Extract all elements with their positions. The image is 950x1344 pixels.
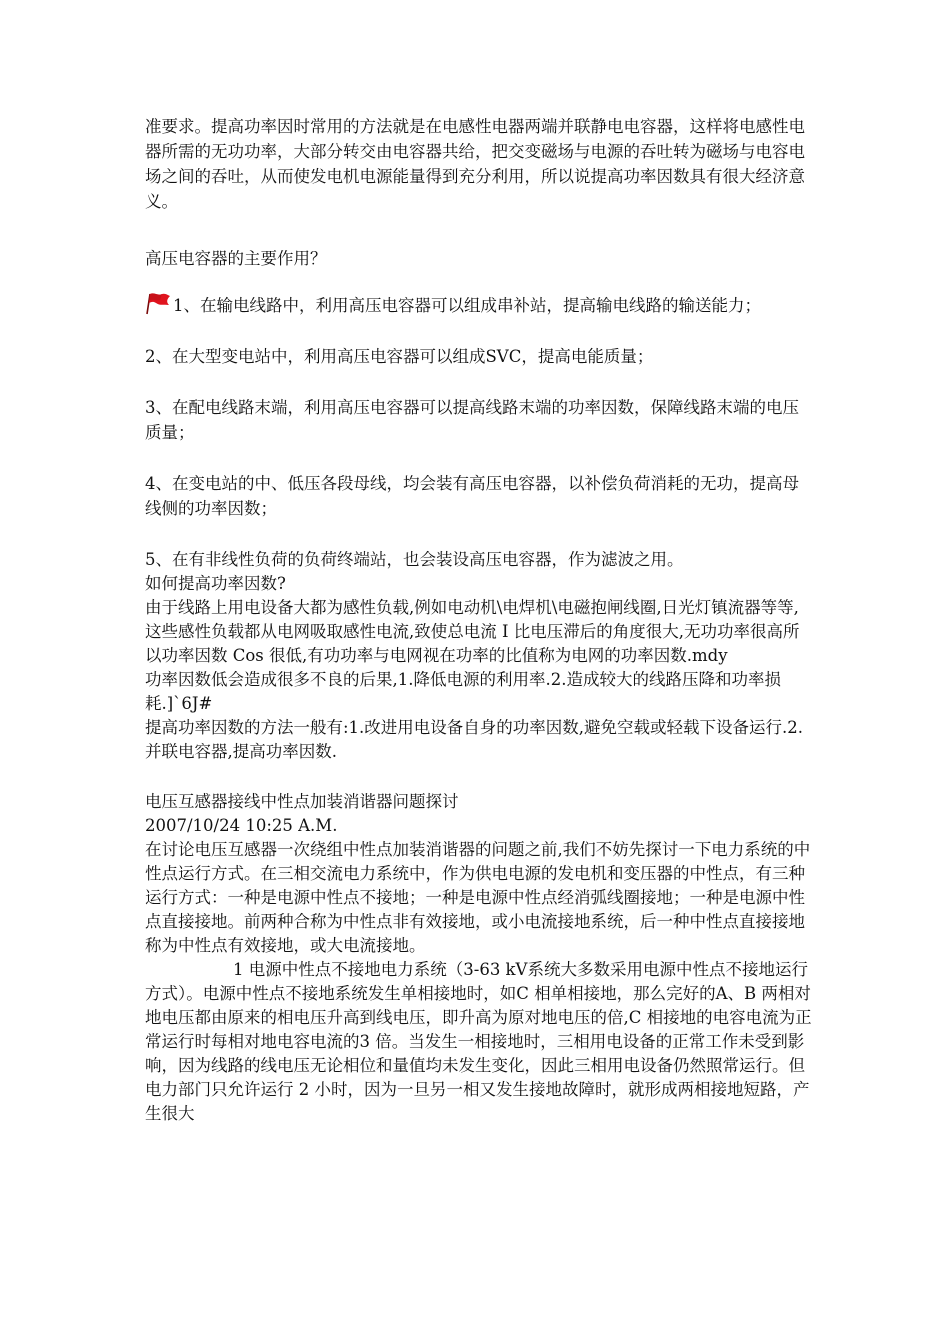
capacitor-role-item-2: 2、在大型变电站中，利用高压电容器可以组成SVC，提高电能质量； xyxy=(145,347,654,366)
article-paragraph-2: 1 电源中性点不接地电力系统（3-63 kV系统大多数采用电源中性点不接地运行方式）。电源中性点不接地系统发生单相接地时，如C 相单相接地，那么完好的A、B 两相对地电压都由原来的相电压升高到线电压，即升高为原对地电压的倍,C 相接地的电容电流为正常运行时每相对地电容电流的3 倍。当发生一相接地时，三相用电设备的正常工作未受到影响，因为线路的线电压无论相位和量值均未发生变化，因此三相用电设备仍然照常运行。但电力部门只允许运行 2 小时，因为一旦另一相又发生接地故障时，就形成两相接地短路，产生很大 xyxy=(145,960,812,1123)
intro-paragraph: 准要求。提高功率因时常用的方法就是在电感性电器两端并联静电电容器，这样将电感性电器所需的无功功率，大部分转交由电容器共给，把交变磁场与电源的吞吐转为磁场与电容电场之间的吞吐，从而使发电机电源能量得到充分利用，所以说提高功率因数具有很大经济意义。 xyxy=(145,117,805,211)
document-page xyxy=(145,114,815,1126)
article-title: 电压互感器接线中性点加装消谐器问题探讨 xyxy=(145,792,459,811)
article-paragraph-1: 在讨论电压互感器一次绕组中性点加装消谐器的问题之前,我们不妨先探讨一下电力系统的中性点运行方式。在三相交流电力系统中，作为供电电源的发电机和变压器的中性点，有三种运行方式：一种是电源中性点不接地；一种是电源中性点经消弧线圈接地；一种是电源中性点直接接地。前两种合称为中性点非有效接地，或小电流接地系统，后一种中性点直接接地称为中性点有效接地，或大电流接地。 xyxy=(145,840,811,955)
article-date: 2007/10/24 10:25 A.M. xyxy=(145,816,338,835)
power-factor-paragraph-2: 功率因数低会造成很多不良的后果,1.降低电源的利用率.2.造成较大的线路压降和功率损耗.]`6J# xyxy=(145,670,781,713)
power-factor-paragraph-3: 提高功率因数的方法一般有:1.改进用电设备自身的功率因数,避免空载或轻载下设备运行.2.并联电容器,提高功率因数. xyxy=(145,718,804,761)
power-factor-paragraph-1: 由于线路上用电设备大都为感性负载,例如电动机\电焊机\电磁抱闸线圈,日光灯镇流器等等,这些感性负载都从电网吸取感性电流,致使总电流 I 比电压滞后的角度很大,无功功率很高所以功率因数 Cos 很低,有功功率与电网视在功率的比值称为电网的功率因数.mdy xyxy=(145,598,800,665)
capacitor-role-item-1 xyxy=(145,291,815,318)
capacitor-role-item-1-text: 1、在输电线路中，利用高压电容器可以组成串补站，提高输电线路的输送能力； xyxy=(173,296,761,315)
red-flag-icon xyxy=(145,291,171,315)
capacitor-role-item-3: 3、在配电线路末端，利用高压电容器可以提高线路末端的功率因数，保障线路末端的电压质量； xyxy=(145,398,799,442)
capacitor-role-item-5: 5、在有非线性负荷的负荷终端站，也会装设高压电容器，作为滤波之用。 xyxy=(145,550,684,569)
power-factor-heading: 如何提高功率因数? xyxy=(145,574,286,593)
capacitor-role-heading: 高压电容器的主要作用？ xyxy=(145,249,327,268)
capacitor-role-item-4: 4、在变电站的中、低压各段母线，均会装有高压电容器，以补偿负荷消耗的无功，提高母线侧的功率因数； xyxy=(145,474,799,518)
